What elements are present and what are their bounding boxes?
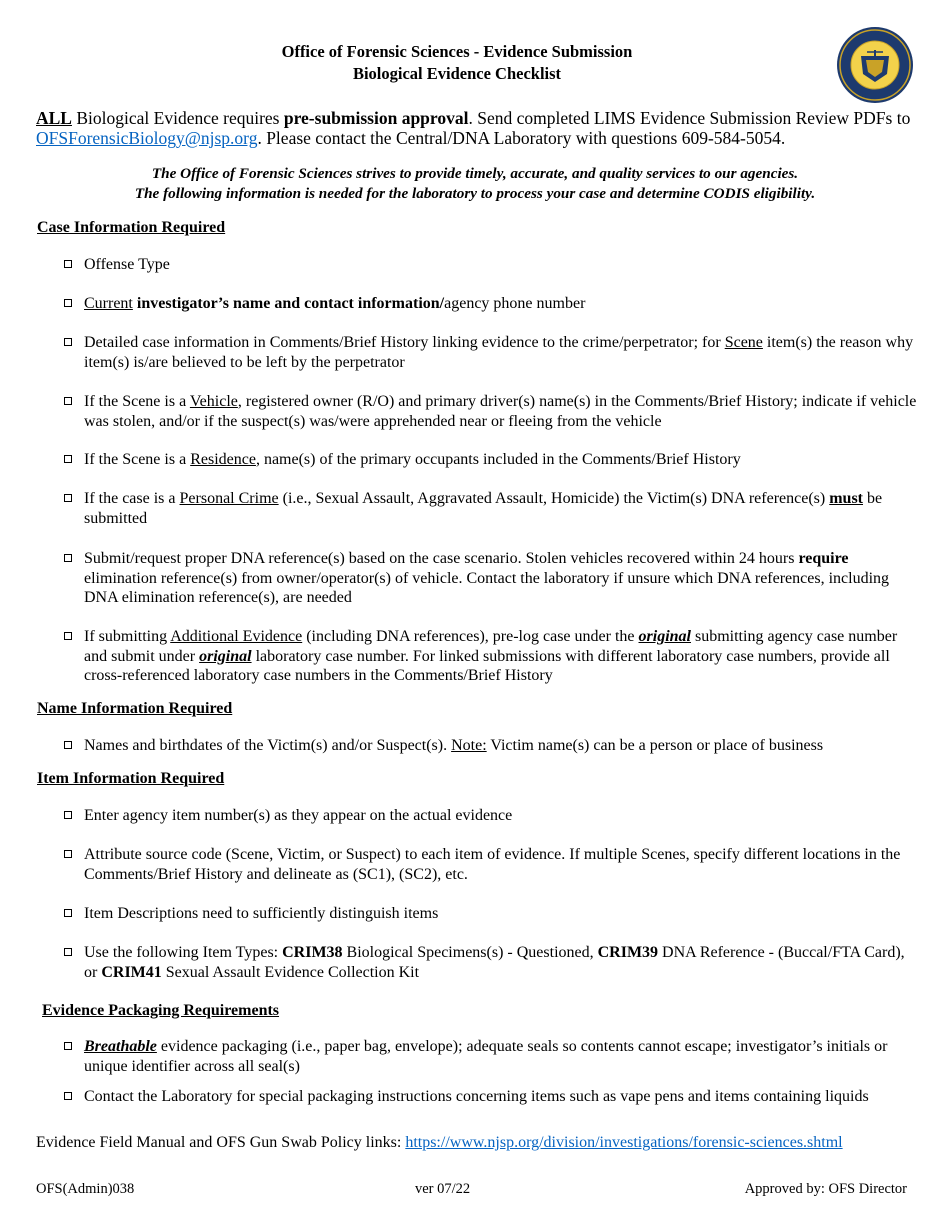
checkbox-icon[interactable]: [64, 741, 72, 749]
checklist-item: If submitting Additional Evidence (including DNA references), pre-log case under the original submitting agency case number and submit under original laboratory case number. For linked submissions with different laboratory case numbers, provide all cross-referenced laboratory case numbers in the Comments/Brief History: [84, 627, 919, 686]
all-label: ALL: [36, 108, 72, 128]
checklist-item: If the Scene is a Vehicle, registered owner (R/O) and primary driver(s) name(s) in the Comments/Brief History; indicate if vehicle was stolen, and/or if the suspect(s) was/were apprehended near or fleeing from the vehicle: [84, 392, 919, 431]
checkbox-icon[interactable]: [64, 494, 72, 502]
checkbox-icon[interactable]: [64, 909, 72, 917]
checkbox-icon[interactable]: [64, 299, 72, 307]
page-title: Office of Forensic Sciences - Evidence Submission: [281, 42, 633, 61]
checklist-item: Names and birthdates of the Victim(s) and/or Suspect(s). Note: Victim name(s) can be a person or place of business: [84, 736, 919, 756]
checklist-item: Offense Type: [84, 255, 919, 275]
intro-paragraph: ALL Biological Evidence requires pre-submission approval. Send completed LIMS Evidence Submission Review PDFs to OFSForensicBiology@njsp.org. Please contact the Central/DNA Laboratory with questions 609-584-5054.: [36, 108, 911, 148]
section-item-information: Item Information Required: [37, 770, 225, 787]
version-label: ver 07/22: [415, 1181, 471, 1197]
checklist-item: If the case is a Personal Crime (i.e., Sexual Assault, Aggravated Assault, Homicide) the Victim(s) DNA reference(s) must be submitted: [84, 489, 919, 528]
approved-by: Approved by: OFS Director: [744, 1181, 907, 1197]
forensic-sciences-link[interactable]: https://www.njsp.org/division/investigations/forensic-sciences.shtml: [405, 1134, 843, 1151]
mission-statement: The Office of Forensic Sciences strives to provide timely, accurate, and quality services to our agencies. The following information is needed for the laboratory to process your case and determine CODIS eligibility.: [134, 165, 816, 202]
pre-submission-approval: pre-submission approval: [283, 108, 469, 128]
checklist-item: Detailed case information in Comments/Brief History linking evidence to the crime/perpetrator; for Scene item(s) the reason why item(s) is/are believed to be left by the perpetrator: [84, 333, 919, 372]
checkbox-icon[interactable]: [64, 1092, 72, 1100]
checklist-item: Submit/request proper DNA reference(s) based on the case scenario. Stolen vehicles recovered within 24 hours require elimination reference(s) from owner/operator(s) of vehicle. Contact the laboratory if unsure which DNA references, including DNA elimination reference(s), are needed: [84, 549, 919, 608]
checkbox-icon[interactable]: [64, 632, 72, 640]
checkbox-icon[interactable]: [64, 850, 72, 858]
section-evidence-packaging: Evidence Packaging Requirements: [42, 1002, 280, 1019]
checklist-item: If the Scene is a Residence, name(s) of the primary occupants included in the Comments/Brief History: [84, 450, 919, 470]
checklist-item: Contact the Laboratory for special packaging instructions concerning items such as vape pens and items containing liquids: [84, 1087, 934, 1107]
section-name-information: Name Information Required: [37, 700, 233, 717]
checkbox-icon[interactable]: [64, 1042, 72, 1050]
checklist-item: Use the following Item Types: CRIM38 Biological Specimens(s) - Questioned, CRIM39 DNA Reference - (Buccal/FTA Card), or CRIM41 Sexual Assault Evidence Collection Kit: [84, 943, 919, 982]
checkbox-icon[interactable]: [64, 397, 72, 405]
checkbox-icon[interactable]: [64, 338, 72, 346]
checkbox-icon[interactable]: [64, 811, 72, 819]
checklist-item: Item Descriptions need to sufficiently distinguish items: [84, 904, 919, 924]
checklist-item: Current investigator’s name and contact information/agency phone number: [84, 294, 919, 314]
form-number: OFS(Admin)038: [36, 1181, 135, 1197]
checkbox-icon[interactable]: [64, 260, 72, 268]
checklist-item: Breathable evidence packaging (i.e., paper bag, envelope); adequate seals so contents cannot escape; investigator’s initials or unique identifier across all seal(s): [84, 1037, 919, 1076]
policy-links: Evidence Field Manual and OFS Gun Swab Policy links: https://www.njsp.org/division/investigations/forensic-sciences.shtml: [36, 1134, 843, 1151]
section-case-information: Case Information Required: [37, 219, 226, 236]
checkbox-icon[interactable]: [64, 948, 72, 956]
state-police-seal-icon: [836, 26, 914, 104]
checklist-item: Attribute source code (Scene, Victim, or Suspect) to each item of evidence. If multiple Scenes, specify different locations in the Comments/Brief History and delineate as (SC1), (SC2), etc.: [84, 845, 919, 884]
checkbox-icon[interactable]: [64, 554, 72, 562]
page-subtitle: Biological Evidence Checklist: [352, 64, 562, 83]
checkbox-icon[interactable]: [64, 455, 72, 463]
biology-email-link[interactable]: OFSForensicBiology@njsp.org: [36, 128, 258, 148]
checklist-item: Enter agency item number(s) as they appear on the actual evidence: [84, 806, 919, 826]
